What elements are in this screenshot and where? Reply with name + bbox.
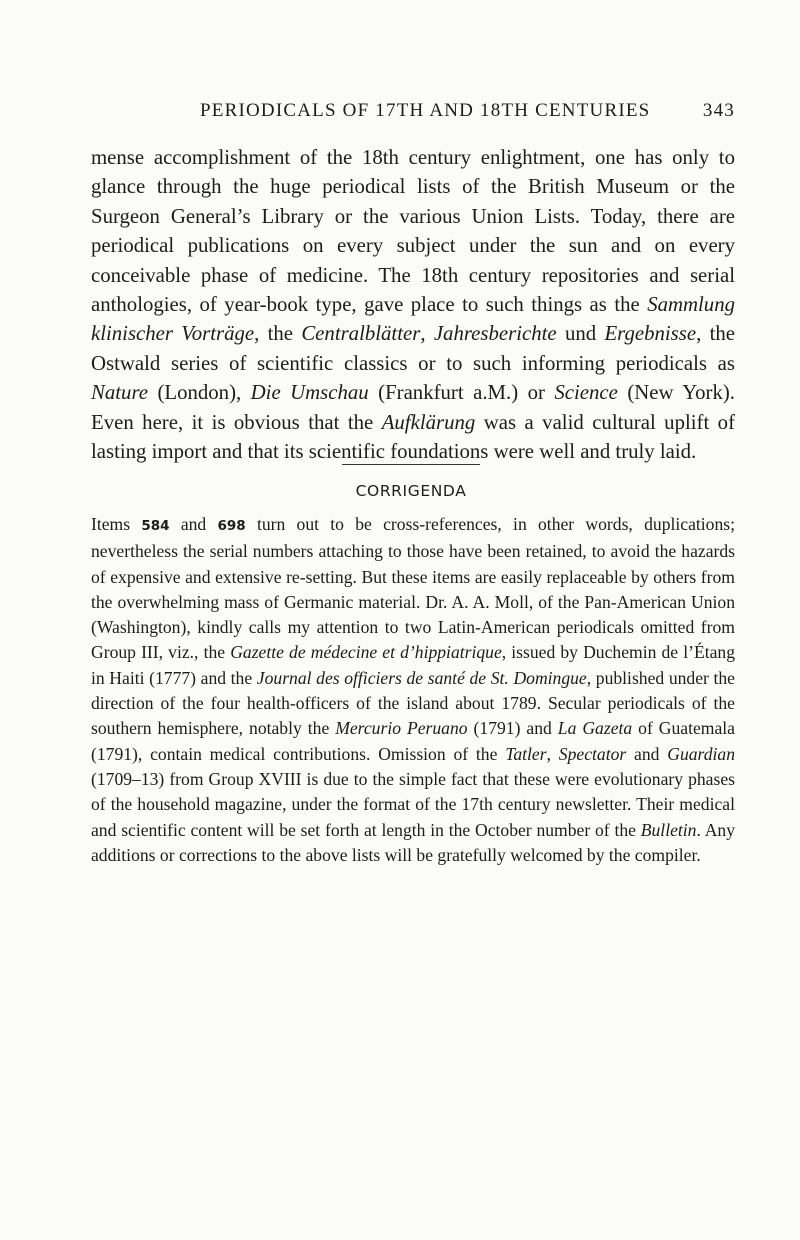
text-run: , (546, 743, 559, 764)
text-run: . Any additions or corrections to the above lists will be gratefully welcomed by the compiler. (91, 819, 735, 865)
text-run: (Frankfurt a.M.) or (368, 381, 555, 405)
title-sammlung: Sammlung klinischer Vorträge (91, 293, 735, 346)
title-guardian: Guardian (667, 743, 736, 764)
text-run: turn out to be cross-references, in other words, duplications; nevertheless the serial numbers attaching to those have been retained, to avoid the hazards of expensive and extensive re-setting. But these items are easily replaceable by others from the overwhelming mass of Germanic material. Dr. A. A. Moll, of the Pan-American Union (Washington), kindly calls my attention to two Latin-American periodicals omitted from Group III, viz., the (91, 514, 735, 663)
text-run: , the (254, 322, 302, 346)
page-number: 343 (702, 100, 735, 121)
running-title: PERIODICALS OF 17TH AND 18TH CENTURIES (200, 100, 651, 121)
title-umschau: Die Umschau (250, 381, 369, 405)
title-aufklarung: Aufklärung (381, 410, 476, 434)
corrigenda-heading: CORRIGENDA (355, 482, 467, 500)
text-run: Items (91, 514, 142, 534)
text-run: and (626, 743, 668, 764)
corrigenda-paragraph (91, 512, 735, 868)
main-paragraph (91, 143, 735, 466)
text-run: was a valid cultural uplift of lasting import and that its scientific foundations were well and truly laid. (91, 410, 735, 464)
title-journal: Journal des officiers de santé de St. Domingue (256, 667, 587, 688)
title-ergebnisse: Ergebnisse (604, 322, 697, 346)
title-spectator: Spectator (558, 743, 627, 764)
title-centralblatter: Centralblätter (301, 322, 421, 346)
title-gazette: Gazette de médecine et d’hippiatrique (230, 642, 502, 663)
title-science: Science (554, 381, 618, 405)
text-run: (London), (148, 381, 251, 405)
title-nature: Nature (91, 381, 148, 405)
text-run: und (556, 322, 605, 346)
text-run: , (420, 322, 434, 346)
running-header (200, 100, 735, 130)
text-run: , issued by Duchemin de l’Étang in Haiti (1777) and the (91, 642, 735, 688)
text-run: , the Ostwald series of scientific classics or to such informing periodicals as (91, 322, 735, 375)
title-jahresberichte: Jahresberichte (433, 322, 557, 346)
text-run: (New York). Even here, it is obvious that the (91, 381, 735, 434)
item-number: 584 (141, 518, 170, 534)
text-run: , published under the direction of the four health-officers of the island about 1789. Secular periodicals of the southern hemisphere, notably the (91, 667, 735, 739)
text-run: mense accomplishment of the 18th century enlightment, one has only to glance through the huge periodical lists of the British Museum or the Surgeon General’s Library or the various Union Lists. Today, there are periodical publications on every subject under the sun and on every conceivable phase of medicine. The 18th century repositories and serial anthologies, of year-book type, gave place to such things as the (91, 146, 735, 317)
title-gazeta: La Gazeta (557, 718, 633, 739)
title-mercurio: Mercurio Peruano (335, 718, 468, 739)
title-bulletin: Bulletin (640, 819, 697, 840)
text-run: and (169, 514, 218, 534)
item-number: 698 (217, 518, 246, 534)
title-tatler: Tatler (505, 743, 547, 764)
text-run: of Guatemala (1791), contain medical contributions. Omission of the (91, 718, 735, 764)
section-divider (342, 464, 480, 465)
text-run: (1709–13) from Group XVIII is due to the simple fact that these were evolutionary phases of the household magazine, under the format of the 17th century newsletter. Their medical and scientific content will be set forth at length in the October number of the (91, 768, 735, 840)
text-run: (1791) and (467, 718, 558, 739)
